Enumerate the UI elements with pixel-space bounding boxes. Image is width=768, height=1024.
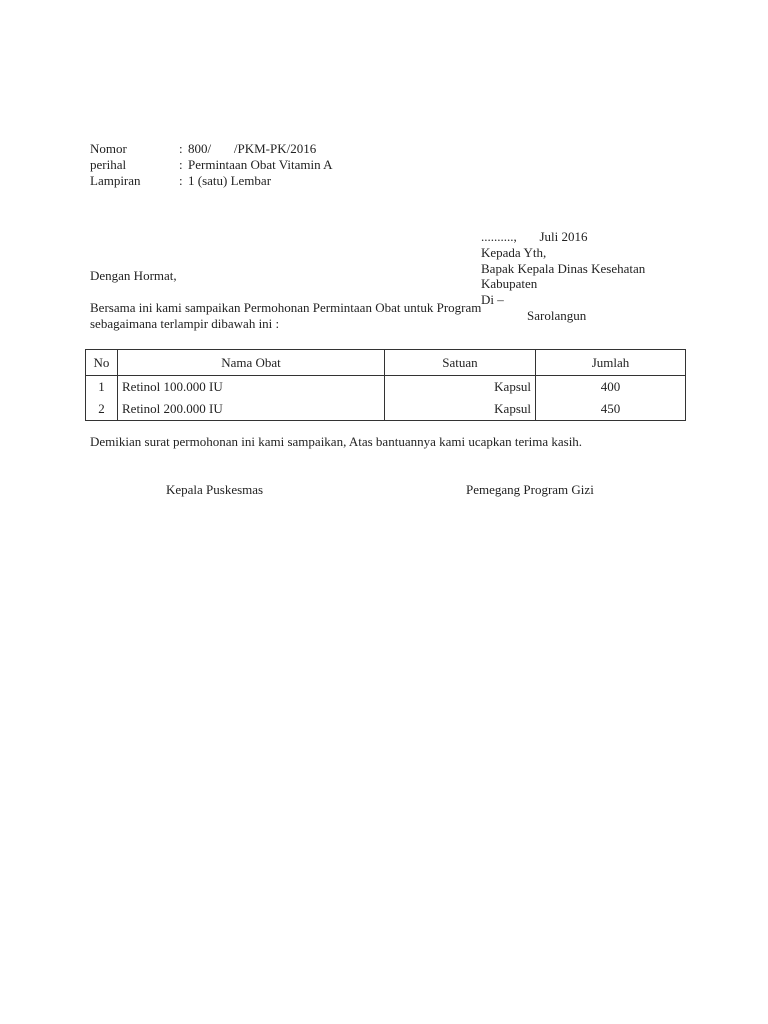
medicine-table xyxy=(85,349,686,421)
row-no: 2 xyxy=(86,398,118,421)
address-line-3: Kabupaten xyxy=(481,276,538,291)
address-city: Sarolangun xyxy=(527,308,587,323)
row-satuan: Kapsul xyxy=(385,398,536,421)
nomor-label: Nomor xyxy=(90,141,127,156)
signature-left: Kepala Puskesmas xyxy=(166,482,264,497)
header-satuan: Satuan xyxy=(385,350,536,376)
perihal-value: Permintaan Obat Vitamin A xyxy=(188,157,333,172)
row-nama-obat: Retinol 100.000 IU xyxy=(118,376,385,399)
perihal-colon: : xyxy=(179,157,183,172)
table-row xyxy=(86,376,686,399)
header-no: No xyxy=(86,350,118,376)
nomor-value: 800/ /PKM-PK/2016 xyxy=(188,141,317,156)
greeting: Dengan Hormat, xyxy=(90,268,177,283)
row-jumlah: 400 xyxy=(536,376,686,399)
paragraph-line-2: sebagaimana terlampir dibawah ini : xyxy=(90,316,280,331)
closing-sentence: Demikian surat permohonan ini kami sampaikan, Atas bantuannya kami ucapkan terima kasih. xyxy=(90,434,583,449)
paragraph-line-1: Bersama ini kami sampaikan Permohonan Permintaan Obat untuk Program xyxy=(90,300,482,315)
row-no: 1 xyxy=(86,376,118,399)
row-jumlah: 450 xyxy=(536,398,686,421)
address-line-4: Di – xyxy=(481,292,504,307)
row-nama-obat: Retinol 200.000 IU xyxy=(118,398,385,421)
nomor-colon: : xyxy=(179,141,183,156)
perihal-label: perihal xyxy=(90,157,127,172)
header-nama-obat: Nama Obat xyxy=(118,350,385,376)
signature-right: Pemegang Program Gizi xyxy=(466,482,594,497)
lampiran-value: 1 (satu) Lembar xyxy=(188,173,272,188)
address-line-2: Bapak Kepala Dinas Kesehatan xyxy=(481,261,646,276)
address-block xyxy=(481,229,691,329)
header-jumlah: Jumlah xyxy=(536,350,686,376)
lampiran-label: Lampiran xyxy=(90,173,141,188)
table-header-row xyxy=(86,350,686,376)
address-line-1: Kepada Yth, xyxy=(481,245,547,260)
letter-date: .........., Juli 2016 xyxy=(481,229,588,244)
lampiran-colon: : xyxy=(179,173,183,188)
table-row xyxy=(86,398,686,421)
row-satuan: Kapsul xyxy=(385,376,536,399)
